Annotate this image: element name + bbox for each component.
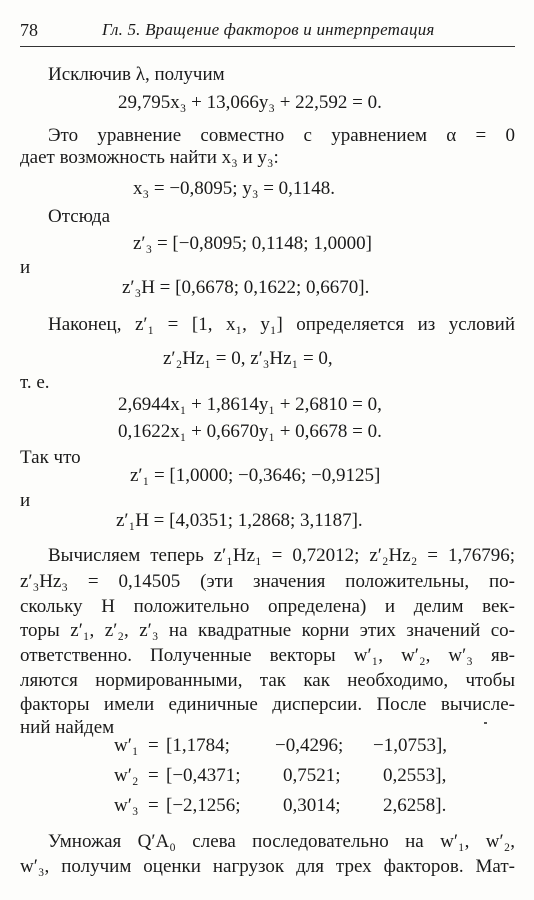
text-line: ляются нормированными, так как необходимо, чтобы bbox=[20, 670, 515, 691]
text-line: ответственно. Полученные векторы w′₁, w′₂, w′₃ яв- bbox=[20, 645, 515, 666]
w-value: 0,3014; bbox=[283, 795, 341, 816]
w-value: −0,4296; bbox=[275, 735, 344, 756]
eq-sign: = bbox=[148, 735, 159, 756]
conjunction: и bbox=[20, 490, 31, 511]
w-value: 0,7521; bbox=[283, 765, 341, 786]
text-line: дает возможность найти x₃ и y₃: bbox=[20, 147, 279, 168]
equation: z′₁ = [1,0000; −0,3646; −0,9125] bbox=[130, 465, 381, 486]
text-line: Наконец, z′₁ = [1, x₁, y₁] определяется из условий bbox=[48, 314, 515, 335]
text-line: Умножая Q′A₀ слева последовательно на w′₁, w′₂, bbox=[48, 831, 515, 852]
equation: 29,795x₃ + 13,066y₃ + 22,592 = 0. bbox=[118, 92, 382, 113]
text-line: Это уравнение совместно с уравнением α = 0 bbox=[48, 125, 515, 146]
text-line: ний найдем bbox=[20, 717, 115, 738]
text-line: т. е. bbox=[20, 372, 50, 393]
w-value: [−0,4371; bbox=[166, 765, 241, 786]
equation: 0,1622x₁ + 0,6670y₁ + 0,6678 = 0. bbox=[118, 421, 382, 442]
w-value: 0,2553], bbox=[383, 765, 447, 786]
text-line: торы z′₁, z′₂, z′₃ на квадратные корни этих значений со- bbox=[20, 620, 515, 641]
page-header bbox=[20, 20, 515, 47]
equation: 2,6944x₁ + 1,8614y₁ + 2,6810 = 0, bbox=[118, 394, 382, 415]
conjunction: и bbox=[20, 257, 31, 278]
text-line: Так что bbox=[20, 447, 81, 468]
w-value: 2,6258]. bbox=[383, 795, 447, 816]
equation: x₃ = −0,8095; y₃ = 0,1148. bbox=[133, 178, 335, 199]
text-line: Отсюда bbox=[48, 206, 111, 227]
eq-sign: = bbox=[148, 765, 159, 786]
text-line: Вычисляем теперь z′₁Hz₁ = 0,72012; z′₂Hz₂ = 1,76796; bbox=[48, 545, 515, 566]
w-value: [1,1784; bbox=[166, 735, 230, 756]
text-line: факторы имели единичные дисперсии. После вычисле- bbox=[20, 694, 515, 715]
w-label: w′₁ bbox=[114, 735, 139, 756]
equation: z′₃H = [0,6678; 0,1622; 0,6670]. bbox=[122, 277, 370, 298]
page-number: 78 bbox=[20, 20, 38, 40]
running-title: Гл. 5. Вращение факторов и интерпретация bbox=[102, 20, 435, 39]
w-value: [−2,1256; bbox=[166, 795, 241, 816]
eq-sign: = bbox=[148, 795, 159, 816]
equation: z′₁H = [4,0351; 1,2868; 3,1187]. bbox=[116, 510, 363, 531]
w-label: w′₃ bbox=[114, 795, 139, 816]
equation: z′₃ = [−0,8095; 0,1148; 1,0000] bbox=[133, 233, 372, 254]
text-line: Исключив λ, получим bbox=[48, 64, 225, 85]
equation: z′₂Hz₁ = 0, z′₃Hz₁ = 0, bbox=[163, 348, 333, 369]
w-value: −1,0753], bbox=[373, 735, 448, 756]
w-label: w′₂ bbox=[114, 765, 139, 786]
text-line: w′₃, получим оценки нагрузок для трех факторов. Мат- bbox=[20, 856, 515, 877]
stray-mark bbox=[484, 722, 487, 724]
text-line: z′₃Hz₃ = 0,14505 (эти значения положительны, по- bbox=[20, 571, 515, 592]
text-line: скольку H положительно определена) и делим век- bbox=[20, 596, 515, 617]
